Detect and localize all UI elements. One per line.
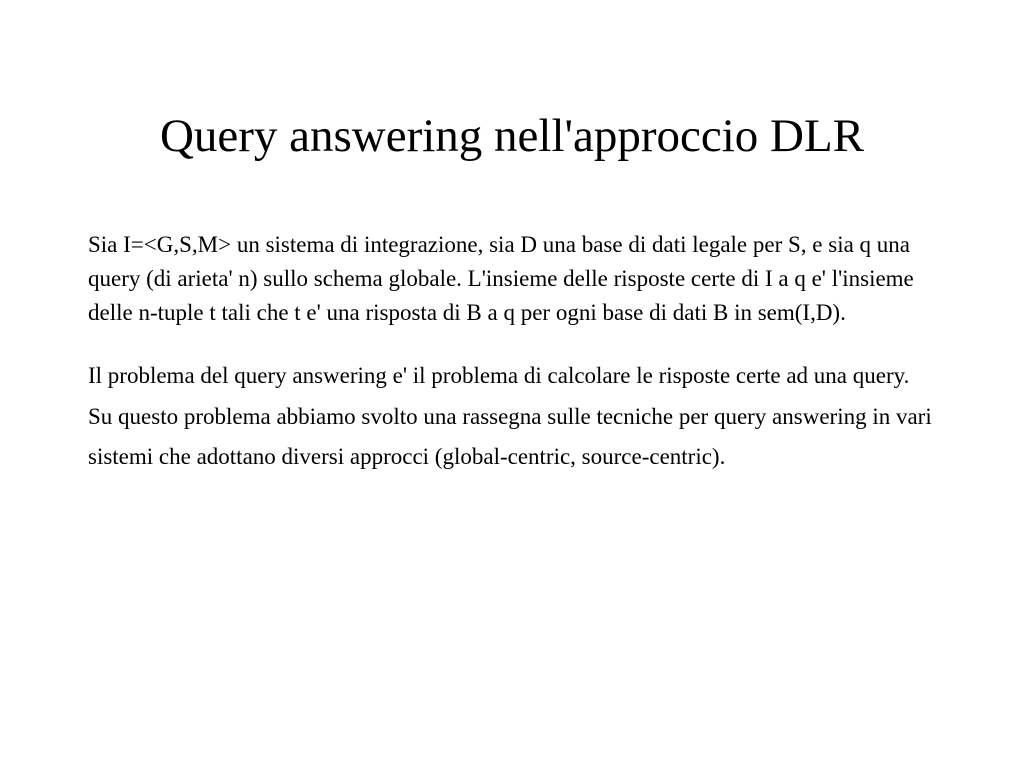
slide-body [88, 228, 948, 477]
paragraph-survey: Su questo problema abbiamo svolto una rassegna sulle tecniche per query answering in vari sistemi che adottano diversi approcci (global-centric, source-centric). [88, 404, 932, 469]
paragraph-query-answering-problem: Il problema del query answering e' il problema di calcolare le risposte certe ad una query. [88, 363, 910, 388]
slide-title: Query answering nell'approccio DLR [159, 110, 865, 162]
paragraph-certain-answers-definition: Sia I=<G,S,M> un sistema di integrazione, sia D una base di dati legale per S, e sia q una query (di arieta' n) sullo schema globale. L'insieme delle risposte certe di I a q e' l'insieme delle n-tuple t tali che t e' una risposta di B a q per ogni base di dati B in sem(I,D). [88, 232, 914, 325]
